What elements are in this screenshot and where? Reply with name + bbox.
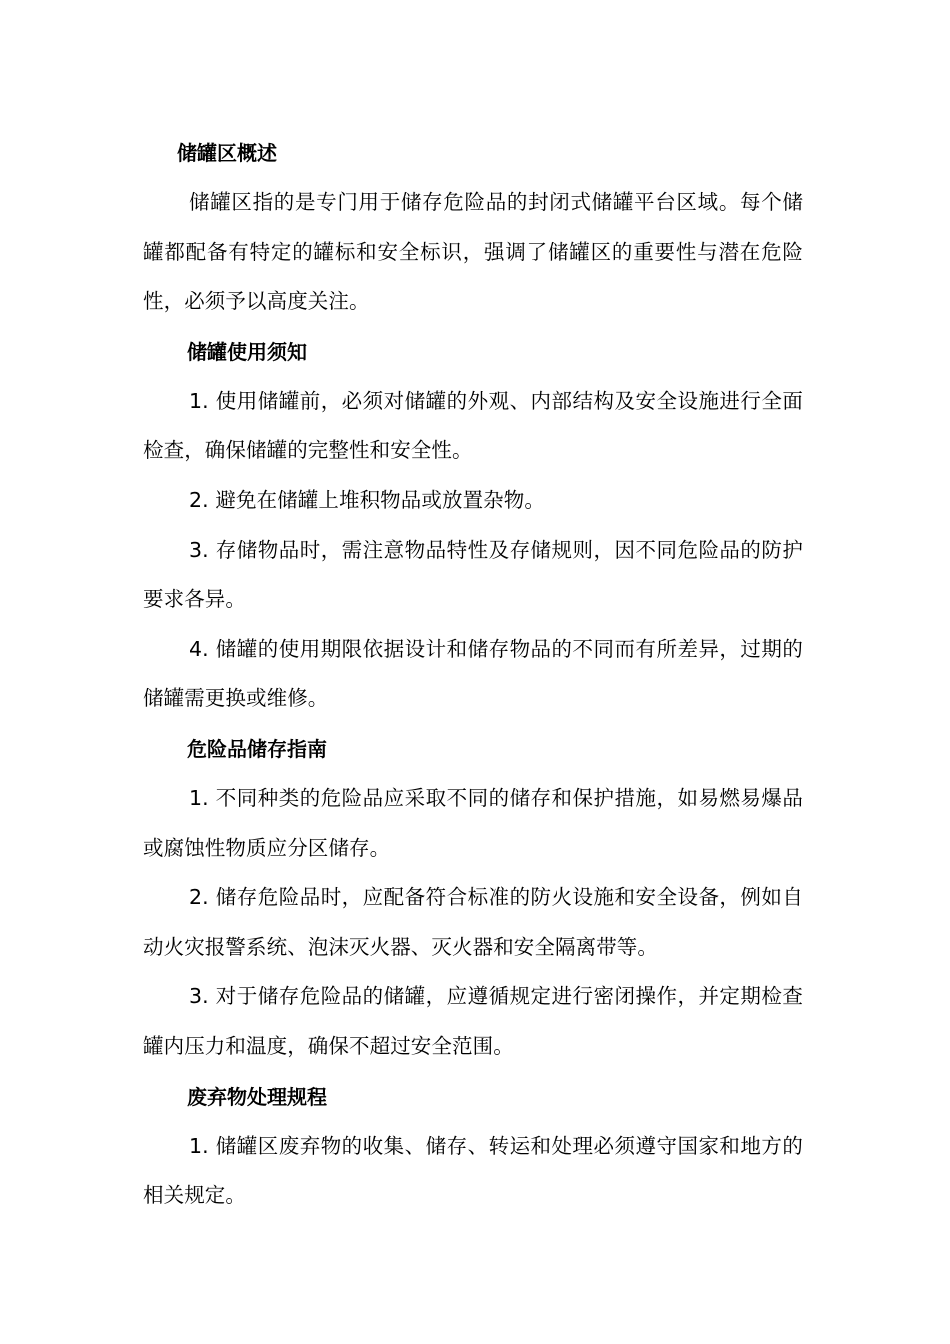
list-item: 1. 不同种类的危险品应采取不同的储存和保护措施，如易燃易爆品或腐蚀性物质应分区储存。 [143,785,803,860]
list-item: 4. 储罐的使用期限依据设计和储存物品的不同而有所差异，过期的储罐需更换或维修。 [143,636,803,711]
list-item: 3. 对于储存危险品的储罐，应遵循规定进行密闭操作，并定期检查罐内压力和温度，确保不超过安全范围。 [143,984,803,1058]
section-heading: 储罐区概述 [177,141,277,165]
list-item: 1. 使用储罐前，必须对储罐的外观、内部结构及安全设施进行全面检查，确保储罐的完整性和安全性。 [143,388,803,463]
body-paragraph: 储罐区指的是专门用于储存危险品的封闭式储罐平台区域。每个储罐都配备有特定的罐标和安全标识，强调了储罐区的重要性与潜在危险性，必须予以高度关注。 [143,190,803,314]
section-overview [143,128,803,327]
document-page [143,128,803,1221]
section-heading: 危险品储存指南 [187,736,327,761]
list-item: 2. 储存危险品时，应配备符合标准的防火设施和安全设备，例如自动火灾报警系统、泡沫灭火器、灭火器和安全隔离带等。 [143,885,803,959]
list-item: 1. 储罐区废弃物的收集、储存、转运和处理必须遵守国家和地方的相关规定。 [143,1133,803,1208]
list-item: 3. 存储物品时，需注意物品特性及存储规则，因不同危险品的防护要求各异。 [143,537,803,612]
section-heading: 储罐使用须知 [187,339,307,364]
section-storage-guide [143,724,803,1072]
section-heading: 废弃物处理规程 [187,1084,327,1109]
section-waste-disposal [143,1072,803,1221]
list-item: 2. 避免在储罐上堆积物品或放置杂物。 [189,487,545,512]
section-usage-notes [143,327,803,724]
